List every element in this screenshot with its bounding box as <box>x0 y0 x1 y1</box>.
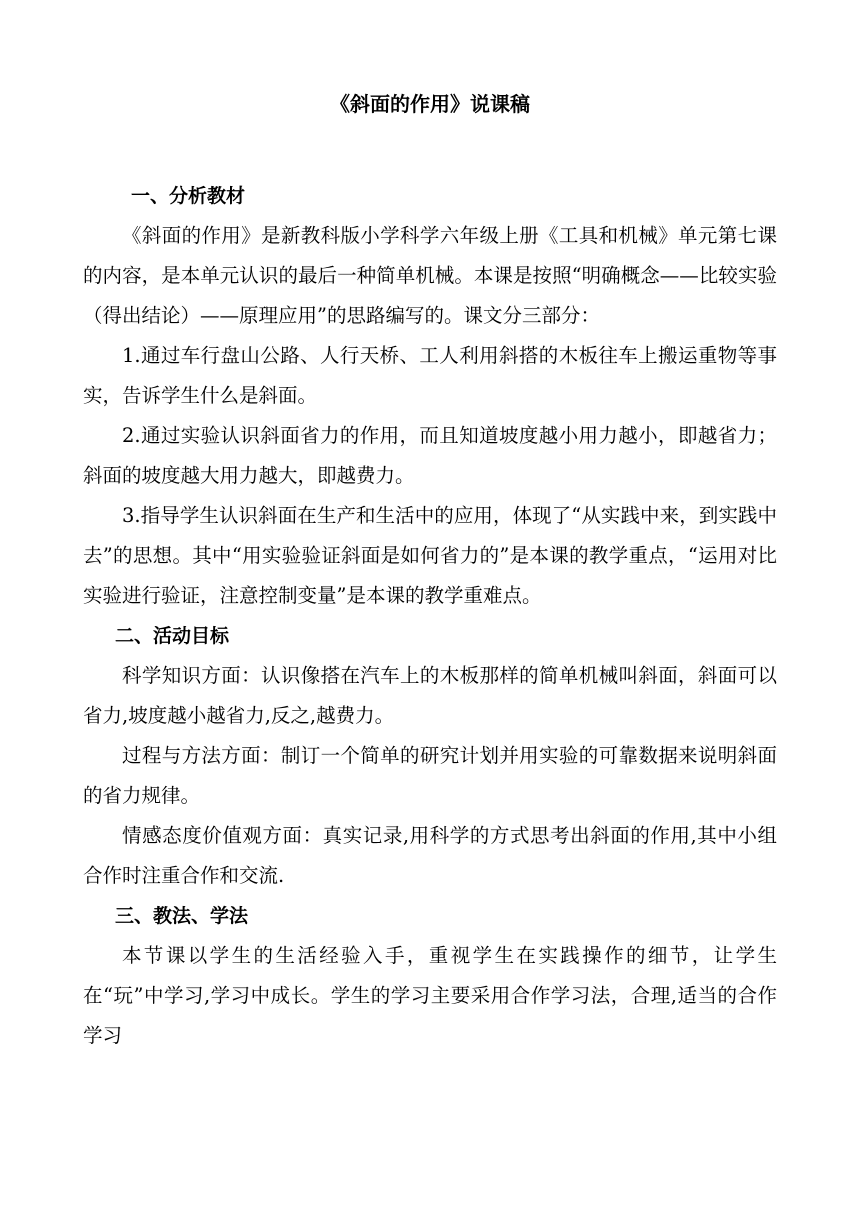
paragraph: 情感态度价值观方面：真实记录,用科学的方式思考出斜面的作用,其中小组合作时注重合作和交流. <box>83 824 777 887</box>
paragraph: 2.通过实验认识斜面省力的作用，而且知道坡度越小用力越小，即越省力；斜面的坡度越大用力越大，即越费力。 <box>83 424 777 487</box>
paragraph: 《斜面的作用》是新教科版小学科学六年级上册《工具和机械》单元第七课的内容，是本单元认识的最后一种简单机械。本课是按照“明确概念——比较实验（得出结论）——原理应用”的思路编写的。课文分三部分： <box>83 224 777 327</box>
section-heading: 二、活动目标 <box>115 625 230 647</box>
section-heading: 一、分析教材 <box>131 185 246 207</box>
section-heading: 三、教法、学法 <box>115 905 249 927</box>
document-body <box>83 176 777 1056</box>
document-title: 《斜面的作用》说课稿 <box>330 92 530 116</box>
paragraph: 3.指导学生认识斜面在生产和生活中的应用，体现了“从实践中来，到实践中去”的思想。其中“用实验验证斜面是如何省力的”是本课的教学重点，“运用对比实验进行验证，注意控制变量”是本课的教学重难点。 <box>83 504 777 607</box>
paragraph: 科学知识方面：认识像搭在汽车上的木板那样的简单机械叫斜面，斜面可以省力,坡度越小越省力,反之,越费力。 <box>83 664 777 727</box>
paragraph: 1.通过车行盘山公路、人行天桥、工人利用斜搭的木板往车上搬运重物等事实，告诉学生什么是斜面。 <box>83 344 777 407</box>
paragraph: 本节课以学生的生活经验入手，重视学生在实践操作的细节，让学生在“玩”中学习,学习中成长。学生的学习主要采用合作学习法，合理,适当的合作学习 <box>83 944 777 1047</box>
paragraph: 过程与方法方面：制订一个简单的研究计划并用实验的可靠数据来说明斜面的省力规律。 <box>83 744 777 807</box>
section-analysis <box>83 176 777 616</box>
section-methods <box>83 896 777 1056</box>
section-objectives <box>83 616 777 896</box>
